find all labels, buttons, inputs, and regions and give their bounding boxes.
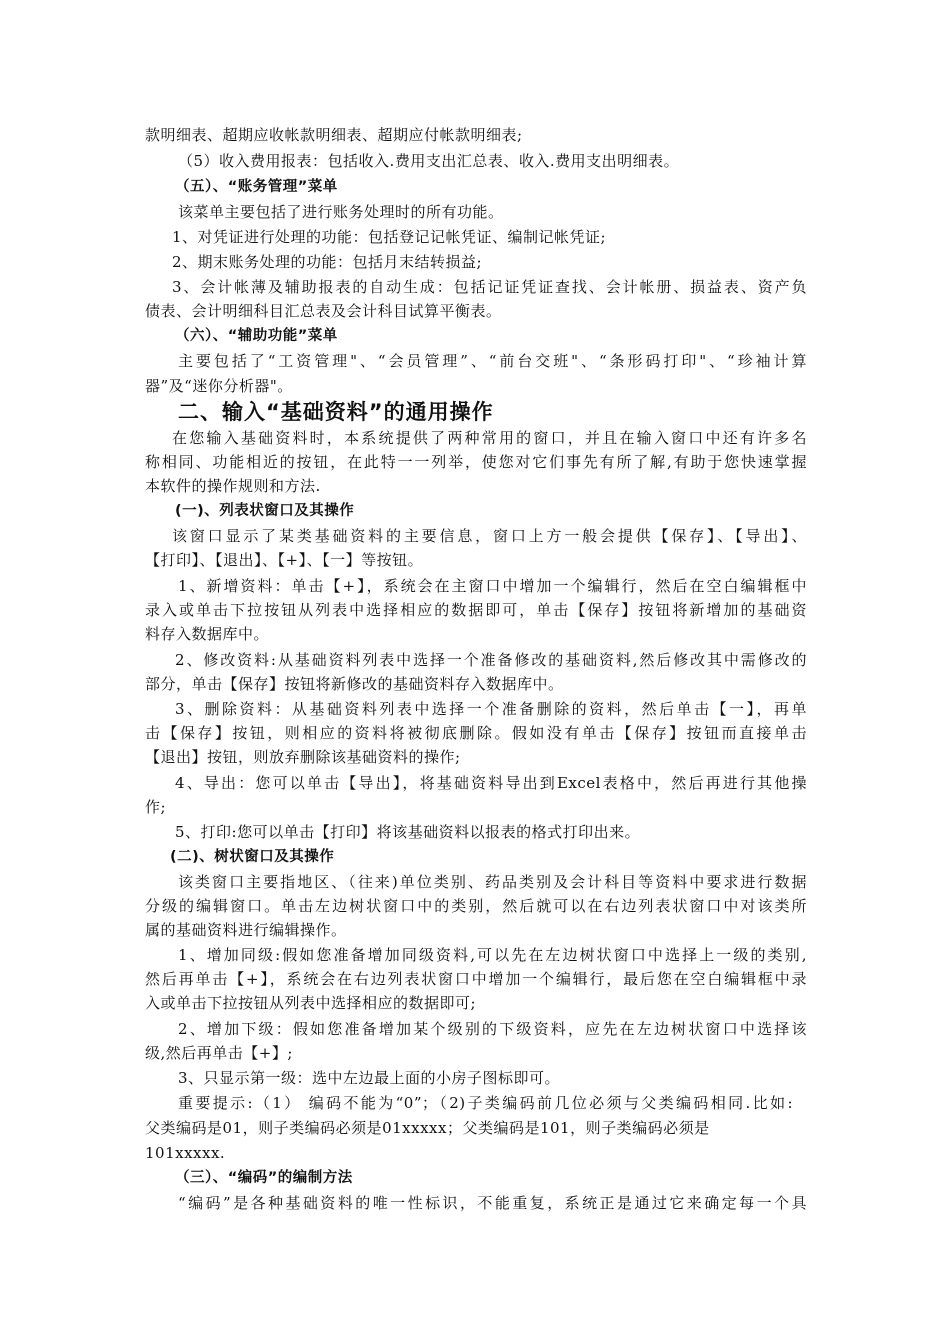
paragraph-line: 债表、会计明细科目汇总表及会计科目试算平衡表。 <box>145 302 502 320</box>
paragraph-line: 【打印】、【退出】、【+】、【一】等按钮。 <box>145 551 424 569</box>
paragraph-line: 1、对凭证进行处理的功能：包括登记记帐凭证、编制记帐凭证; <box>172 228 607 246</box>
paragraph-line: “编码”是各种基础资料的唯一性标识，不能重复，系统正是通过它来确定每一个具 <box>178 1194 807 1212</box>
paragraph-line: 3、只显示第一级：选中左边最上面的小房子图标即可。 <box>178 1069 561 1087</box>
paragraph-line: 主要包括了“工资管理"、“会员管理”、“前台交班"、“条形码打印"、“珍袖计算 <box>178 352 807 370</box>
paragraph-line: 击【保存】按钮，则相应的资料将被彻底删除。假如没有单击【保存】按钮而直接单击 <box>145 724 807 742</box>
paragraph-line: 4、导出：您可以单击【导出】，将基础资料导出到Excel表格中，然后再进行其他操 <box>175 774 807 792</box>
paragraph-line: 该窗口显示了某类基础资料的主要信息，窗口上方一般会提供【保存】、【导出】、 <box>172 527 807 545</box>
paragraph-line: 2、期末账务处理的功能：包括月末结转损益; <box>172 253 483 271</box>
paragraph-line: （5）收入费用报表：包括收入.费用支出汇总表、收入.费用支出明细表。 <box>178 152 680 170</box>
paragraph-line: 料存入数据库中。 <box>145 625 270 643</box>
paragraph-line: 该菜单主要包括了进行账务处理时的所有功能。 <box>178 203 504 221</box>
paragraph-line: 【退出】按钮，则放弃删除该基础资料的操作; <box>145 748 461 766</box>
paragraph-line: 作; <box>145 798 167 816</box>
paragraph-line: 入或单击下拉按钮从列表中选择相应的数据即可; <box>145 994 477 1012</box>
paragraph-line: 部分，单击【保存】按钮将新修改的基础资料存入数据库中。 <box>145 675 564 693</box>
paragraph-line: 3、删除资料：从基础资料列表中选择一个准备删除的资料，然后单击【一】，再单 <box>175 700 807 718</box>
section-heading: (一)、列表状窗口及其操作 <box>175 503 355 519</box>
paragraph-line: 2、修改资料:从基础资料列表中选择一个准备修改的基础资料,然后修改其中需修改的 <box>175 651 807 669</box>
section-heading: （三）、“编码”的编制方法 <box>175 1170 353 1186</box>
paragraph-line: 称相同、功能相近的按钮，在此特一一列举，使您对它们事先有所了解,有助于您快速掌握 <box>145 453 807 471</box>
section-heading: （六）、“辅助功能”菜单 <box>175 328 338 344</box>
paragraph-line: 重要提示:（1） 编码不能为“0”；（2)子类编码前几位必须与父类编码相同.比如: <box>178 1094 793 1112</box>
paragraph-line: 然后再单击【+】，系统会在右边列表状窗口中增加一个编辑行，最后您在空白编辑框中录 <box>145 970 807 988</box>
paragraph-line: 款明细表、超期应收帐款明细表、超期应付帐款明细表; <box>145 126 523 144</box>
section-heading: (二)、树状窗口及其操作 <box>170 849 335 865</box>
paragraph-line: 5、打印:您可以单击【打印】将该基础资料以报表的格式打印出来。 <box>175 823 641 841</box>
paragraph-line: 在您输入基础资料时，本系统提供了两种常用的窗口，并且在输入窗口中还有许多名 <box>172 429 807 447</box>
paragraph-line: 器”及“迷你分析器"。 <box>145 377 293 395</box>
paragraph-line: 属的基础资料进行编辑操作。 <box>145 921 347 939</box>
paragraph-line: 本软件的操作规则和方法. <box>145 477 321 495</box>
paragraph-line: 2、增加下级：假如您准备增加某个级别的下级资料，应先在左边树状窗口中选择该 <box>178 1020 807 1038</box>
paragraph-line: 101xxxxx. <box>145 1144 226 1162</box>
chapter-heading: 二、输入“基础资料”的通用操作 <box>178 400 494 424</box>
paragraph-line: 1、新增资料：单击【+】，系统会在主窗口中增加一个编辑行，然后在空白编辑框中 <box>178 577 807 595</box>
paragraph-line: 级,然后再单击【+】; <box>145 1044 293 1062</box>
paragraph-line: 父类编码是01，则子类编码必须是01xxxxx；父类编码是101，则子类编码必须是 <box>145 1119 710 1137</box>
paragraph-line: 3、会计帐薄及辅助报表的自动生成：包括记证凭证查找、会计帐册、损益表、资产负 <box>172 278 807 296</box>
paragraph-line: 该类窗口主要指地区、（往来)单位类别、药品类别及会计科目等资料中要求进行数据 <box>178 873 807 891</box>
paragraph-line: 分级的编辑窗口。单击左边树状窗口中的类别，然后就可以在右边列表状窗口中对该类所 <box>145 897 807 915</box>
section-heading: （五）、“账务管理”菜单 <box>175 179 338 195</box>
paragraph-line: 1、增加同级:假如您准备增加同级资料,可以先在左边树状窗口中选择上一级的类别, <box>178 946 807 964</box>
paragraph-line: 录入或单击下拉按钮从列表中选择相应的数据即可，单击【保存】按钮将新增加的基础资 <box>145 601 807 619</box>
